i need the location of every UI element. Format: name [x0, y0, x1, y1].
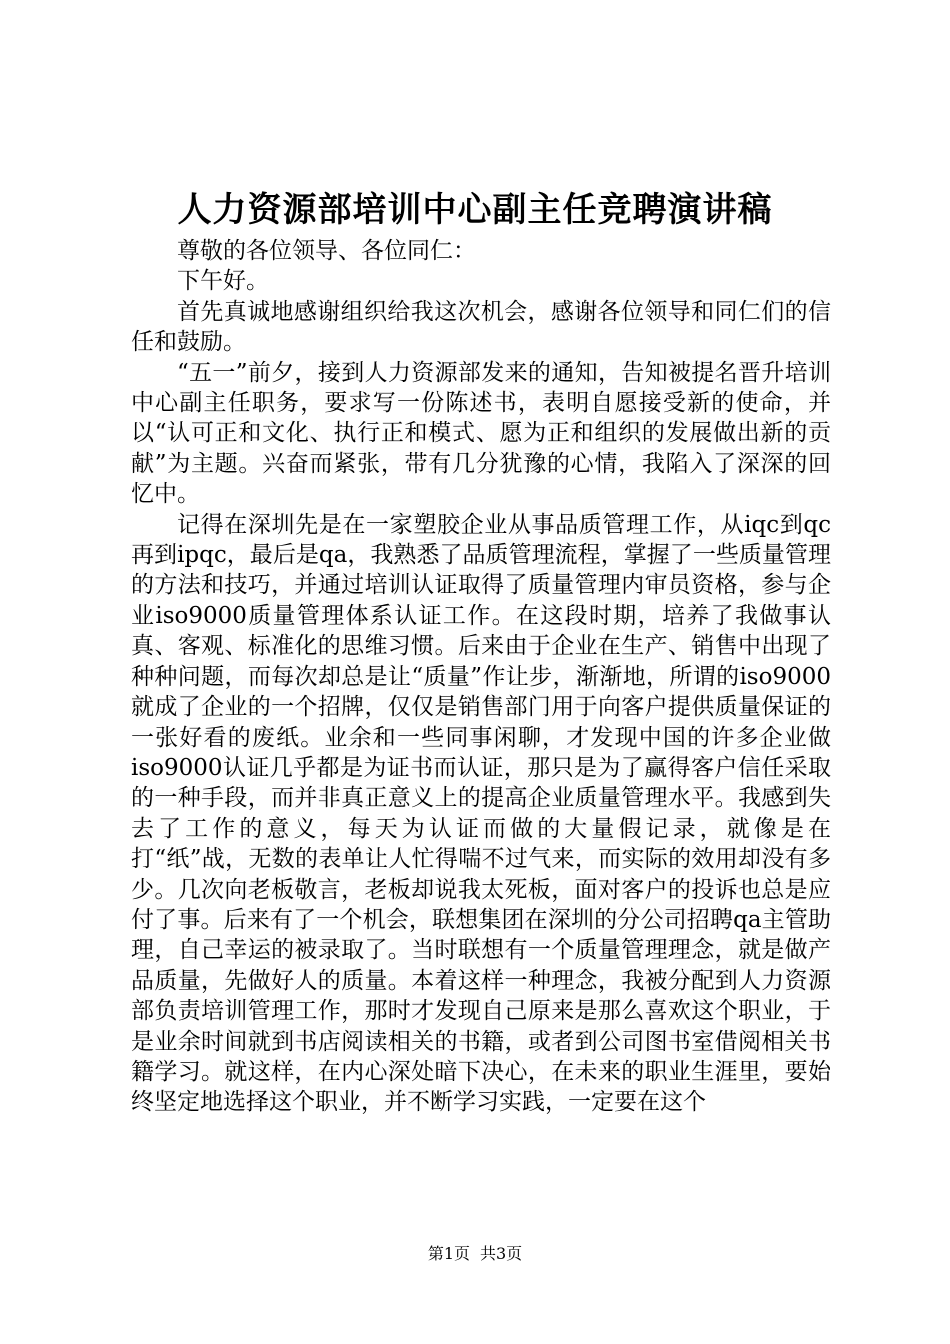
- experience-paragraph: 记得在深圳先是在一家塑胶企业从事品质管理工作，从iqc到qc再到ipqc，最后是qa，我熟悉了品质管理流程，掌握了一些质量管理的方法和技巧，并通过培训认证取得了质量管理内审员资格，参与企业iso9000质量管理体系认证工作。在这段时期，培养了我做事认真、客观、标准化的思维习惯。后来由于企业在生产、销售中出现了种种问题，而每次却总是让“质量”作让步，渐渐地，所谓的iso9000就成了企业的一个招牌，仅仅是销售部门用于向客户提供质量保证的一张好看的废纸。业余和一些同事闲聊，才发现中国的许多企业做iso9000认证几乎都是为证书而认证，那只是为了赢得客户信任采取的一种手段，而并非真正意义上的提高企业质量管理水平。我感到失去了工作的意义，每天为认证而做的大量假记录，就像是在打“纸”战，无数的表单让人忙得喘不过气来，而实际的效用却没有多少。几次向老板敬言，老板却说我太死板，面对客户的投诉也总是应付了事。后来有了一个机会，联想集团在深圳的分公司招聘qa主管助理，自己幸运的被录取了。当时联想有一个质量管理理念，就是做产品质量，先做好人的质量。本着这样一种理念，我被分配到人力资源部负责培训管理工作，那时才发现自己原来是那么喜欢这个职业，于是业余时间就到书店阅读相关的书籍，或者到公司图书室借阅相关书籍学习。就这样，在内心深处暗下决心，在未来的职业生涯里，要始终坚定地选择这个职业，并不断学习实践，一定要在这个: [131, 511, 831, 1116]
- page-number: 第1页: [427, 1244, 470, 1263]
- greeting-paragraph: 下午好。: [177, 268, 269, 295]
- notice-paragraph: “五一”前夕，接到人力资源部发来的通知，告知被提名晋升培训中心副主任职务，要求写一份陈述书，表明自愿接受新的使命，并以“认可正和文化、执行正和模式、愿为正和组织的发展做出新的贡献”为主题。兴奋而紧张，带有几分犹豫的心情，我陷入了深深的回忆中。: [131, 359, 831, 508]
- thanks-paragraph: 首先真诚地感谢组织给我这次机会，感谢各位领导和同仁们的信任和鼓励。: [131, 298, 831, 356]
- page-count: 共3页: [480, 1244, 523, 1263]
- page-footer: [0, 1243, 950, 1265]
- document-title: 人力资源部培训中心副主任竞聘演讲稿: [177, 190, 773, 230]
- salutation-paragraph: 尊敬的各位领导、各位同仁：: [177, 238, 476, 264]
- document-body: [131, 236, 831, 1118]
